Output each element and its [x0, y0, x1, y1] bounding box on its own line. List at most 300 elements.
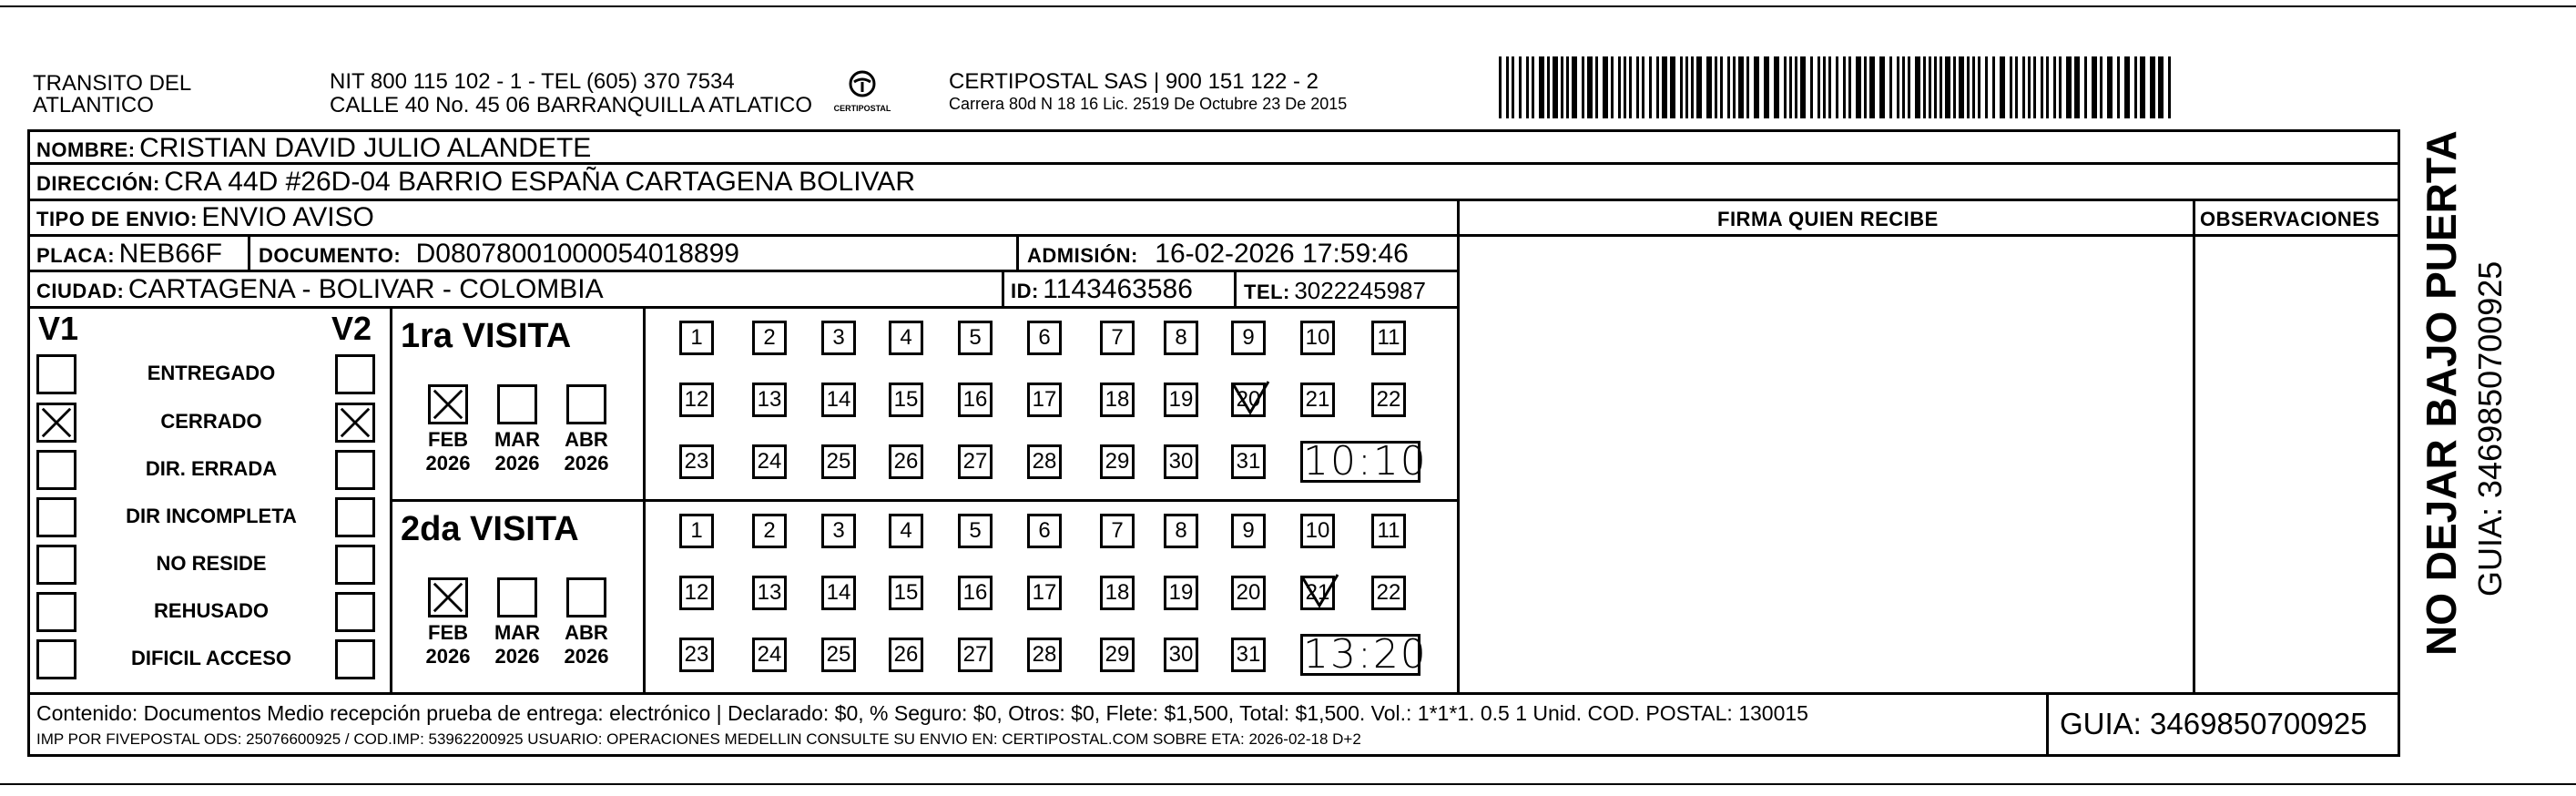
- v1-label: V1: [38, 310, 79, 347]
- day-box-12[interactable]: [679, 383, 714, 417]
- barcode-bar: [2041, 56, 2043, 118]
- day-box-23[interactable]: [679, 638, 714, 672]
- barcode-bar: [1696, 56, 1702, 118]
- day-number: 20: [1236, 387, 1261, 412]
- day-number: 5: [969, 325, 982, 350]
- day-number: 28: [1032, 449, 1057, 474]
- day-box-17[interactable]: [1027, 383, 1062, 417]
- day-number: 18: [1105, 387, 1130, 412]
- day-box-14[interactable]: [821, 383, 856, 417]
- barcode-bar: [1526, 56, 1529, 118]
- day-number: 5: [969, 518, 982, 543]
- day-number: 22: [1376, 387, 1401, 412]
- footer-line2: IMP POR FIVEPOSTAL ODS: 25076600925 / COD.IMP: 53962200925 USUARIO: OPERACIONES MEDELLIN CONSULTE SU ENVIO EN: CERTIPOSTAL.COM SOBRE ETA: 2026-02-18 D+2: [36, 730, 1361, 748]
- bottom-edge-line: [0, 783, 2576, 785]
- col-divider-admision: [1016, 234, 1019, 270]
- day-number: 13: [757, 387, 782, 412]
- barcode-bar: [2124, 56, 2130, 118]
- day-box-26[interactable]: [889, 638, 923, 672]
- day-box-11[interactable]: [1371, 321, 1406, 355]
- day-box-17[interactable]: [1027, 576, 1062, 610]
- day-box-25[interactable]: [821, 444, 856, 479]
- day-number: 19: [1168, 580, 1194, 605]
- day-box-29[interactable]: [1100, 444, 1135, 479]
- header-company-line1: CERTIPOSTAL SAS | 900 151 122 - 2: [949, 69, 1319, 94]
- day-box-29[interactable]: [1100, 638, 1135, 672]
- logo-text: CERTIPOSTAL: [833, 104, 891, 113]
- day-number: 17: [1032, 580, 1057, 605]
- barcode-bar: [1532, 56, 1534, 118]
- barcode-bar: [1940, 56, 1942, 118]
- barcode-bar: [1923, 56, 1926, 118]
- visit-time-box[interactable]: [1300, 438, 1428, 485]
- barcode-bar: [1587, 56, 1593, 118]
- day-box-18[interactable]: [1100, 576, 1135, 610]
- status-option-label: CERRADO: [160, 410, 262, 433]
- day-box-7[interactable]: [1100, 514, 1135, 548]
- barcode-bar: [2059, 56, 2062, 118]
- day-number: 24: [757, 449, 782, 474]
- day-number: 16: [962, 387, 988, 412]
- barcode-bar: [1691, 56, 1694, 118]
- header-company-line2: Carrera 80d N 18 16 Lic. 2519 De Octubre 23 De 2015: [949, 95, 1348, 113]
- day-number: 6: [1038, 325, 1051, 350]
- visit-split-line: [390, 499, 1459, 502]
- barcode-bar: [1499, 56, 1502, 118]
- visit-title: 1ra VISITA: [401, 317, 572, 355]
- day-box-30[interactable]: [1164, 444, 1198, 479]
- day-box-9[interactable]: [1231, 321, 1266, 355]
- documento-label: DOCUMENTO:: [259, 244, 402, 267]
- day-box-11[interactable]: [1371, 514, 1406, 548]
- row-line: [27, 234, 2400, 237]
- day-number: 23: [684, 642, 709, 667]
- barcode-bar: [1967, 56, 1970, 118]
- barcode-bar: [1869, 56, 1875, 118]
- barcode-bar: [2033, 56, 2036, 118]
- col-divider-guia: [2046, 692, 2049, 757]
- month-year: 2026: [425, 452, 471, 475]
- visit-time: 13:20: [1303, 631, 1428, 678]
- v2-checkbox-2[interactable]: [335, 450, 375, 490]
- barcode-bar: [1856, 56, 1861, 118]
- day-box-24[interactable]: [752, 444, 787, 479]
- barcode-bar: [1603, 56, 1608, 118]
- day-box-15[interactable]: [889, 383, 923, 417]
- day-box-27[interactable]: [958, 638, 993, 672]
- day-box-2[interactable]: [752, 321, 787, 355]
- day-number: 4: [900, 325, 912, 350]
- day-box-10[interactable]: [1300, 321, 1335, 355]
- barcode-bar: [1566, 56, 1569, 118]
- month-name: FEB: [428, 621, 468, 644]
- day-number: 24: [757, 642, 782, 667]
- barcode-bar: [1800, 56, 1806, 118]
- admision-row: [1027, 239, 1409, 270]
- barcode-bar: [2028, 56, 2031, 118]
- status-option-label: DIR. ERRADA: [145, 457, 278, 480]
- placa-value: NEB66F: [118, 239, 222, 269]
- day-number: 15: [893, 387, 919, 412]
- barcode-bar: [2066, 56, 2072, 118]
- barcode-bar: [2107, 56, 2113, 118]
- id-label: ID:: [1011, 280, 1039, 302]
- month-label: [421, 621, 475, 668]
- month-year: 2026: [494, 645, 540, 668]
- barcode-bar: [1992, 56, 1995, 118]
- id-value: 1143463586: [1043, 274, 1193, 304]
- day-box-6[interactable]: [1027, 321, 1062, 355]
- month-checkbox-feb[interactable]: [428, 577, 468, 617]
- day-number: 30: [1168, 642, 1194, 667]
- month-label: [490, 428, 545, 475]
- barcode-bar: [2010, 56, 2012, 118]
- day-box-31[interactable]: [1231, 444, 1266, 479]
- day-number: 27: [962, 449, 988, 474]
- day-box-30[interactable]: [1164, 638, 1198, 672]
- barcode-bar: [1929, 56, 1931, 118]
- barcode-bar: [2134, 56, 2137, 118]
- nombre-row: [36, 133, 591, 164]
- day-number: 31: [1236, 449, 1261, 474]
- barcode-bar: [1649, 56, 1652, 118]
- header-left-line1: TRANSITO DEL: [33, 71, 192, 96]
- day-number: 13: [757, 580, 782, 605]
- barcode-bar: [1908, 56, 1910, 118]
- v1-checkbox-3[interactable]: [36, 497, 76, 537]
- observaciones-label: OBSERVACIONES: [2200, 208, 2380, 230]
- barcode-bar: [1720, 56, 1723, 118]
- barcode-bar: [1784, 56, 1787, 118]
- barcode-bar: [1680, 56, 1683, 118]
- day-box-15[interactable]: [889, 576, 923, 610]
- day-number: 18: [1105, 580, 1130, 605]
- barcode-bar: [1789, 56, 1792, 118]
- barcode-bar: [1843, 56, 1846, 118]
- direccion-label: DIRECCIÓN:: [36, 172, 160, 195]
- barcode-bar: [1915, 56, 1920, 118]
- day-box-16[interactable]: [958, 576, 993, 610]
- barcode-bar: [1897, 56, 1899, 118]
- barcode-bar: [1746, 56, 1749, 118]
- v1-checkbox-6[interactable]: [36, 639, 76, 679]
- day-number: 16: [962, 580, 988, 605]
- day-box-24[interactable]: [752, 638, 787, 672]
- day-number: 2: [763, 325, 776, 350]
- month-checkbox-mar[interactable]: [497, 577, 537, 617]
- day-number: 9: [1242, 518, 1255, 543]
- day-box-14[interactable]: [821, 576, 856, 610]
- day-number: 23: [684, 449, 709, 474]
- day-box-22[interactable]: [1371, 383, 1406, 417]
- day-box-19[interactable]: [1164, 576, 1198, 610]
- tipo-row: [36, 202, 374, 233]
- tel-value: 3022245987: [1294, 277, 1426, 304]
- day-box-5[interactable]: [958, 321, 993, 355]
- month-checkbox-feb[interactable]: [428, 384, 468, 424]
- barcode: [1499, 56, 2174, 118]
- v2-checkbox-1[interactable]: [335, 403, 375, 443]
- day-number: 12: [684, 387, 709, 412]
- day-box-25[interactable]: [821, 638, 856, 672]
- barcode-bar: [1595, 56, 1598, 118]
- day-box-7[interactable]: [1100, 321, 1135, 355]
- ciudad-value: CARTAGENA - BOLIVAR - COLOMBIA: [127, 274, 604, 304]
- month-year: 2026: [564, 452, 609, 475]
- col-divider-obs: [2193, 199, 2195, 695]
- documento-value: D08078001000054018899: [415, 239, 739, 269]
- barcode-bar: [1795, 56, 1797, 118]
- firma-label: FIRMA QUIEN RECIBE: [1717, 208, 1939, 230]
- barcode-bar: [1539, 56, 1544, 118]
- day-box-12[interactable]: [679, 576, 714, 610]
- barcode-bar: [1972, 56, 1975, 118]
- day-box-18[interactable]: [1100, 383, 1135, 417]
- row-line: [27, 270, 1459, 272]
- month-name: ABR: [565, 428, 608, 451]
- barcode-bar: [1519, 56, 1522, 118]
- admision-label: ADMISIÓN:: [1027, 244, 1138, 267]
- barcode-bar: [1754, 56, 1759, 118]
- barcode-bar: [1864, 56, 1867, 118]
- day-box-20[interactable]: [1231, 576, 1266, 610]
- col-divider-tel: [1234, 270, 1237, 306]
- barcode-bar: [1553, 56, 1558, 118]
- barcode-bar: [1662, 56, 1667, 118]
- header-left-line2: ATLANTICO: [33, 93, 154, 117]
- day-box-31[interactable]: [1231, 638, 1266, 672]
- day-box-4[interactable]: [889, 321, 923, 355]
- month-name: ABR: [565, 621, 608, 644]
- v1-checkbox-0[interactable]: [36, 354, 76, 394]
- certipostal-logo: [830, 67, 894, 118]
- day-box-13[interactable]: [752, 383, 787, 417]
- barcode-bar: [1512, 56, 1514, 118]
- day-number: 26: [893, 642, 919, 667]
- v2-checkbox-4[interactable]: [335, 545, 375, 585]
- barcode-bar: [1774, 56, 1779, 118]
- barcode-bar: [2168, 56, 2171, 118]
- day-box-3[interactable]: [821, 514, 856, 548]
- barcode-bar: [2000, 56, 2005, 118]
- v2-checkbox-5[interactable]: [335, 592, 375, 632]
- day-box-9[interactable]: [1231, 514, 1266, 548]
- status-option-label: NO RESIDE: [156, 552, 267, 575]
- v1-checkbox-5[interactable]: [36, 592, 76, 632]
- month-label: [559, 428, 614, 475]
- direccion-row: [36, 167, 915, 198]
- barcode-bar: [2022, 56, 2025, 118]
- direccion-value: CRA 44D #26D-04 BARRIO ESPAÑA CARTAGENA BOLIVAR: [164, 167, 915, 197]
- day-number: 10: [1305, 325, 1330, 350]
- barcode-bar: [1733, 56, 1736, 118]
- v2-checkbox-3[interactable]: [335, 497, 375, 537]
- barcode-bar: [1656, 56, 1659, 118]
- barcode-bar: [1572, 56, 1577, 118]
- status-option-label: DIFICIL ACCESO: [130, 647, 291, 669]
- day-number: 14: [826, 580, 851, 605]
- admision-value: 16-02-2026 17:59:46: [1155, 239, 1409, 269]
- day-number: 1: [690, 325, 703, 350]
- barcode-bar: [1706, 56, 1712, 118]
- barcode-bar: [2140, 56, 2145, 118]
- tel-label: TEL:: [1244, 281, 1290, 303]
- barcode-bar: [2084, 56, 2087, 118]
- row-line: [27, 199, 2400, 201]
- barcode-bar: [1629, 56, 1632, 118]
- month-year: 2026: [494, 452, 540, 475]
- barcode-bar: [1618, 56, 1621, 118]
- month-name: MAR: [494, 621, 541, 644]
- day-box-27[interactable]: [958, 444, 993, 479]
- month-checkbox-abr[interactable]: [566, 384, 606, 424]
- col-divider-placa: [248, 234, 250, 270]
- day-box-28[interactable]: [1027, 444, 1062, 479]
- barcode-bar: [1934, 56, 1937, 118]
- barcode-bar: [1506, 56, 1509, 118]
- barcode-bar: [1715, 56, 1717, 118]
- side-warning-text: NO DEJAR BAJO PUERTA: [2418, 130, 2465, 656]
- tipo-value: ENVIO AVISO: [201, 202, 374, 232]
- documento-row: [259, 239, 739, 270]
- day-number: 30: [1168, 449, 1194, 474]
- barcode-bar: [1823, 56, 1826, 118]
- barcode-bar: [2015, 56, 2018, 118]
- day-number: 8: [1175, 325, 1187, 350]
- day-number: 11: [1377, 325, 1400, 350]
- barcode-bar: [2100, 56, 2103, 118]
- footer-guia: GUIA: 3469850700925: [2060, 707, 2367, 740]
- barcode-bar: [1624, 56, 1626, 118]
- barcode-bar: [1985, 56, 1988, 118]
- visit-title: 2da VISITA: [401, 510, 579, 548]
- day-number: 2: [763, 518, 776, 543]
- day-box-8[interactable]: [1164, 321, 1198, 355]
- day-number: 29: [1105, 449, 1130, 474]
- day-box-6[interactable]: [1027, 514, 1062, 548]
- barcode-bar: [1764, 56, 1769, 118]
- barcode-bar: [1828, 56, 1831, 118]
- day-number: 7: [1111, 325, 1124, 350]
- col-divider-firma: [1457, 199, 1460, 695]
- day-box-1[interactable]: [679, 514, 714, 548]
- status-option-label: ENTREGADO: [147, 362, 276, 384]
- day-box-13[interactable]: [752, 576, 787, 610]
- month-checkbox-abr[interactable]: [566, 577, 606, 617]
- row-line: [27, 692, 2400, 695]
- nombre-label: NOMBRE:: [36, 138, 136, 161]
- day-number: 21: [1305, 387, 1330, 412]
- day-box-21[interactable]: [1300, 383, 1335, 417]
- day-box-3[interactable]: [821, 321, 856, 355]
- placa-label: PLACA:: [36, 244, 116, 267]
- month-checkbox-mar[interactable]: [497, 384, 537, 424]
- barcode-bar: [1561, 56, 1563, 118]
- day-number: 6: [1038, 518, 1051, 543]
- day-box-16[interactable]: [958, 383, 993, 417]
- status-option-label: DIR INCOMPLETA: [126, 505, 297, 527]
- day-box-28[interactable]: [1027, 638, 1062, 672]
- day-box-23[interactable]: [679, 444, 714, 479]
- month-name: MAR: [494, 428, 541, 451]
- day-number: 17: [1032, 387, 1057, 412]
- barcode-bar: [1953, 56, 1956, 118]
- day-number: 31: [1236, 642, 1261, 667]
- day-box-21[interactable]: [1300, 576, 1335, 610]
- day-number: 8: [1175, 518, 1187, 543]
- status-option-label: REHUSADO: [154, 599, 269, 622]
- day-box-5[interactable]: [958, 514, 993, 548]
- barcode-bar: [1836, 56, 1838, 118]
- barcode-bar: [2158, 56, 2164, 118]
- barcode-bar: [1945, 56, 1950, 118]
- day-number: 10: [1305, 518, 1330, 543]
- barcode-bar: [2092, 56, 2097, 118]
- month-year: 2026: [425, 645, 471, 668]
- day-box-20[interactable]: [1231, 383, 1266, 417]
- day-number: 28: [1032, 642, 1057, 667]
- day-number: 3: [832, 518, 845, 543]
- month-name: FEB: [428, 428, 468, 451]
- day-number: 25: [826, 449, 851, 474]
- v1-checkbox-1[interactable]: [36, 403, 76, 443]
- day-number: 21: [1305, 580, 1330, 605]
- barcode-bar: [1636, 56, 1639, 118]
- v2-checkbox-0[interactable]: [335, 354, 375, 394]
- day-box-4[interactable]: [889, 514, 923, 548]
- barcode-bar: [1611, 56, 1614, 118]
- visit-time-box[interactable]: [1300, 631, 1428, 678]
- v1-checkbox-4[interactable]: [36, 545, 76, 585]
- day-number: 15: [893, 580, 919, 605]
- v1-checkbox-2[interactable]: [36, 450, 76, 490]
- day-box-2[interactable]: [752, 514, 787, 548]
- tel-row: [1244, 277, 1426, 305]
- day-number: 11: [1377, 518, 1400, 543]
- day-number: 19: [1168, 387, 1194, 412]
- ciudad-row: [36, 274, 604, 305]
- month-label: [421, 428, 475, 475]
- barcode-bar: [2053, 56, 2056, 118]
- day-number: 20: [1236, 580, 1261, 605]
- day-number: 22: [1376, 580, 1401, 605]
- barcode-bar: [2150, 56, 2155, 118]
- day-box-1[interactable]: [679, 321, 714, 355]
- day-number: 29: [1105, 642, 1130, 667]
- header-nit-line2: CALLE 40 No. 45 06 BARRANQUILLA ATLATICO: [330, 93, 813, 117]
- day-number: 7: [1111, 518, 1124, 543]
- barcode-bar: [1642, 56, 1644, 118]
- day-number: 1: [690, 518, 703, 543]
- day-box-10[interactable]: [1300, 514, 1335, 548]
- barcode-bar: [1727, 56, 1730, 118]
- day-number: 9: [1242, 325, 1255, 350]
- day-box-8[interactable]: [1164, 514, 1198, 548]
- v2-checkbox-6[interactable]: [335, 639, 375, 679]
- day-number: 26: [893, 449, 919, 474]
- day-box-19[interactable]: [1164, 383, 1198, 417]
- day-number: 12: [684, 580, 709, 605]
- day-box-22[interactable]: [1371, 576, 1406, 610]
- ciudad-label: CIUDAD:: [36, 280, 125, 302]
- day-number: 3: [832, 325, 845, 350]
- barcode-bar: [1902, 56, 1905, 118]
- footer-line1: Contenido: Documentos Medio recepción prueba de entrega: electrónico | Declarado: $0, % Seguro: $0, Otros: $0, Flete: $1,500, Total: $1,500. Vol.: 1*1*1. 0.5 1 Unid. COD. POSTAL: 130015: [36, 701, 1808, 725]
- barcode-bar: [1670, 56, 1675, 118]
- row-line: [27, 306, 1459, 309]
- day-box-26[interactable]: [889, 444, 923, 479]
- barcode-bar: [2117, 56, 2120, 118]
